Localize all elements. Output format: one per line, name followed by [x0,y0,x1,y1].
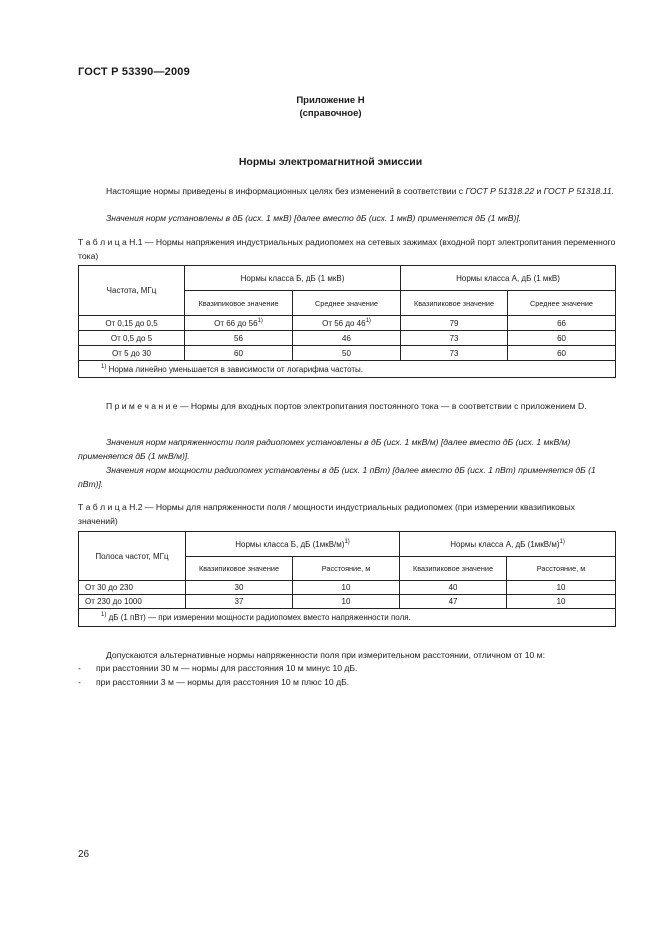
subheader-a-quasipeak: Квазипиковое значение [400,557,507,581]
cell-b-average: 50 [293,346,401,361]
cell-frequency: От 0,15 до 0,5 [79,316,185,331]
table2-footnote: $^{1)}$ дБ (1 пВт) — при измерении мощности радиопомех вместо напряженности поля. [79,609,616,627]
cell-b-average: От 56 до 46$^{1)}$ [293,316,401,331]
power-paragraph: Значения норм мощности радиопомех установлены в дБ (исх. 1 пВт) [далее вместо дБ (исх. 1 пВт) применяется дБ (1 пВт)]. [78,465,596,489]
subheader-a-quasipeak: Квазипиковое значение [401,291,508,316]
document-code: ГОСТ Р 53390—2009 [78,66,190,78]
subheader-b-average: Среднее значение [293,291,401,316]
cell-band: От 230 до 1000 [79,595,186,609]
cell-b-quasipeak: 56 [185,331,293,346]
cell-a-average: 66 [508,316,616,331]
cell-b-distance: 10 [293,581,400,595]
cell-a-quasipeak: 47 [400,595,507,609]
appendix-title: Приложение Н [296,95,365,106]
intro-paragraph: Настоящие нормы приведены в информационных целях без изменений в соответствии с ГОСТ Р 51318.22 и ГОСТ Р 51318.11. [106,186,614,196]
cell-b-quasipeak: 60 [185,346,293,361]
table-row [79,581,616,595]
list-item: - при расстоянии 3 м — нормы для расстояния 10 м плюс 10 дБ. [78,677,350,687]
cell-b-distance: 10 [293,595,400,609]
group-header-class-a: Нормы класса А, дБ (1 мкВ) [401,266,616,291]
field-strength-paragraph: Значения норм напряженности поля радиопомех установлены в дБ (исх. 1 мкВ/м) [далее вместо дБ (исх. 1 мкВ/м) применяется дБ (1 мкВ/м)]. [78,437,571,461]
cell-frequency: От 0,5 до 5 [79,331,185,346]
table1-footnote: $^{1)}$ Норма линейно уменьшается в зависимости от логарифма частоты. [79,361,616,378]
col-header-band: Полоса частот, МГц [79,532,186,581]
cell-frequency: От 5 до 30 [79,346,185,361]
col-header-frequency: Частота, МГц [79,266,185,316]
group-header-class-b: Нормы класса Б, дБ (1 мкВ) [185,266,401,291]
table-row [79,316,616,331]
cell-b-quasipeak: 30 [186,581,293,595]
cell-a-average: 60 [508,331,616,346]
subheader-b-distance: Расстояние, м [293,557,400,581]
subheader-a-distance: Расстояние, м [507,557,616,581]
subheader-b-quasipeak: Квазипиковое значение [186,557,293,581]
subheader-a-average: Среднее значение [508,291,616,316]
table-row [79,595,616,609]
cell-a-quasipeak: 73 [401,331,508,346]
alternative-norms-intro: Допускаются альтернативные нормы напряженности поля при измерительном расстоянии, отличном от 10 м: [106,650,545,660]
cell-b-average: 46 [293,331,401,346]
table-row [79,346,616,361]
cell-a-quasipeak: 40 [400,581,507,595]
cell-b-quasipeak: От 66 до 56$^{1)}$ [185,316,293,331]
group-header-class-a: Нормы класса А, дБ $(1мкВ/м)^{1)}$ [400,532,616,557]
page-number: 26 [78,849,90,860]
list-item: - при расстоянии 30 м — нормы для расстояния 10 м минус 10 дБ. [78,663,358,673]
table-h1 [78,265,616,378]
table1-caption: Т а б л и ц а Н.1 — Нормы напряжения индустриальных радиопомех на сетевых зажимах (входной порт электропитания переменного тока) [78,237,616,261]
cell-b-quasipeak: 37 [186,595,293,609]
cell-a-distance: 10 [507,595,616,609]
table-row [79,331,616,346]
cell-band: От 30 до 230 [79,581,186,595]
cell-a-quasipeak: 79 [401,316,508,331]
cell-a-quasipeak: 73 [401,346,508,361]
cell-a-distance: 10 [507,581,616,595]
appendix-subtitle: (справочное) [299,108,362,119]
table-h2 [78,531,616,627]
section-title: Нормы электромагнитной эмиссии [238,156,423,168]
subheader-b-quasipeak: Квазипиковое значение [185,291,293,316]
cell-a-average: 60 [508,346,616,361]
intro-units-paragraph: Значения норм установлены в дБ (исх. 1 мкВ) [далее вместо дБ (исх. 1 мкВ) применяется дБ (1 мкВ)]. [106,213,522,223]
group-header-class-b: Нормы класса Б, дБ $(1мкВ/м)^{1)}$ [186,532,400,557]
table2-caption: Т а б л и ц а Н.2 — Нормы для напряженности поля / мощности индустриальных радиопомех (при измерении квазипиковых значений) [78,502,575,526]
table1-note: П р и м е ч а н и е — Нормы для входных портов электропитания постоянного тока — в соответствии с приложением D. [106,401,587,411]
